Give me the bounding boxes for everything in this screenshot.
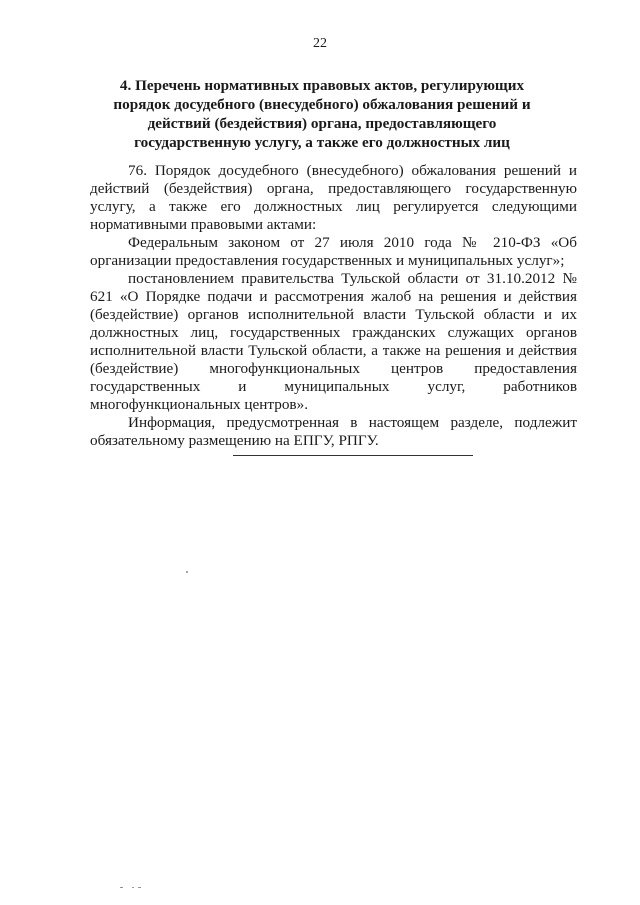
page-number: 22 xyxy=(313,36,327,51)
paragraph-publication-note: Информация, предусмотренная в настоящем разделе, подлежит обязательному размещению на ЕПГУ, РПГУ. xyxy=(90,414,577,449)
paragraph-regional-resolution: постановлением правительства Тульской области от 31.10.2012 № 621 «О Порядке подачи и рассмотрения жалоб на решения и действия (бездействие) органов исполнительной власти Тульской области и их должностных лиц, государственных гражданских служащих органов исполнительной власти Тульской области, а также на решения и действия (бездействие) многофункциональных центров предоставления государственных и муниципальных услуг, работников многофункциональных центров». xyxy=(90,270,577,413)
scan-speck xyxy=(120,887,123,888)
section-body xyxy=(90,162,577,450)
paragraph-intro: 76. Порядок досудебного (внесудебного) обжалования решений и действий (бездействия) органа, предоставляющего государственную услугу, а также его должностных лиц регулируется следующими нормативными правовыми актами: xyxy=(90,162,577,233)
scan-speck xyxy=(186,571,188,573)
paragraph-federal-law: Федеральным законом от 27 июля 2010 года № 210-ФЗ «Об организации предоставления государственных и муниципальных услуг»; xyxy=(90,234,577,269)
scan-speck xyxy=(138,887,141,888)
section-title: 4. Перечень нормативных правовых актов, регулирующих порядок досудебного (внесудебного) обжалования решений и действий (бездействия) органа, предоставляющего государственную услугу, а также его должностных лиц xyxy=(113,77,531,151)
end-separator-line xyxy=(233,455,473,456)
scan-speck xyxy=(132,887,134,888)
